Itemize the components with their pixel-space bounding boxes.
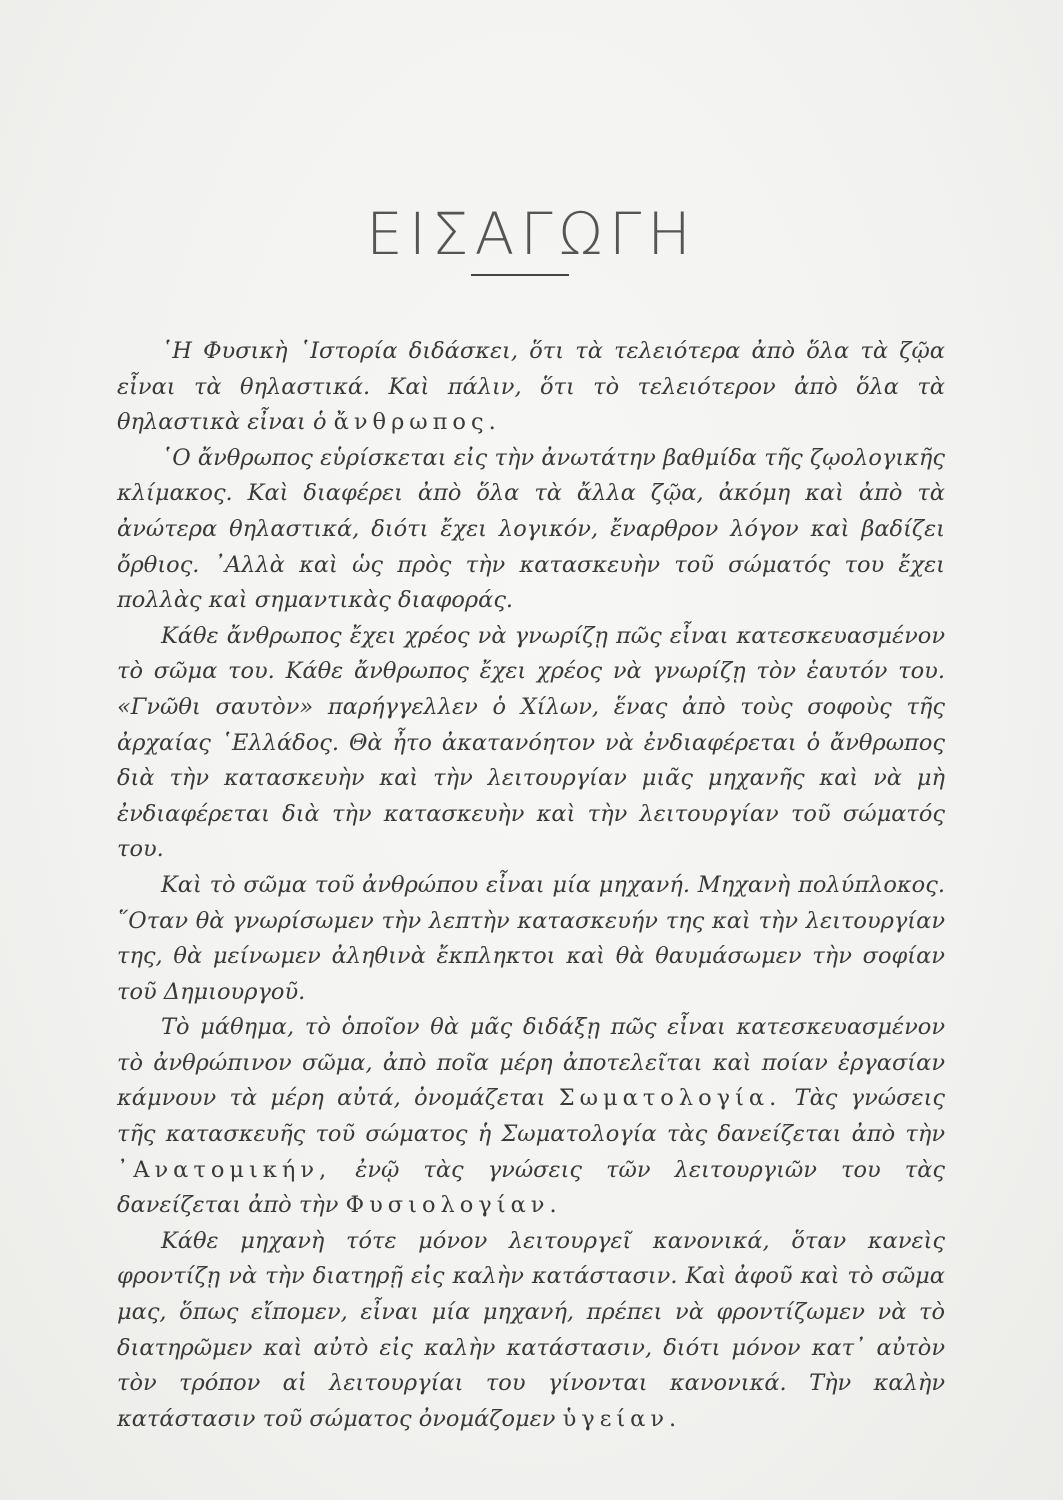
emphasized-term: Σωματολογία. [558,1085,782,1112]
paragraph [117,619,945,868]
emphasized-term: ὑγείαν. [562,1405,682,1432]
text-segment: ῾Η Φυσικὴ ῾Ιστορία διδάσκει, ὅτι τὰ τελειότερα ἀπὸ ὅλα τὰ ζῷα εἶναι τὰ θηλαστικά. Καὶ πάλιν, ὅτι τὸ τελειότερον ἀπὸ ὅλα τὰ θηλαστικὰ εἶναι ὁ [117,338,945,436]
text-segment: Καὶ τὸ σῶμα τοῦ ἀνθρώπου εἶναι μία μηχανή. Μηχανὴ πολύπλοκος. ῞Οταν θὰ γνωρίσωμεν τὴν λεπτὴν κατασκευήν της καὶ τὴν λειτουργίαν της, θὰ μείνωμεν ἀληθινὰ ἔκπληκτοι καὶ θὰ θαυμάσωμεν τὴν σοφίαν τοῦ Δημιουργοῦ. [117,871,945,1005]
body-text [117,334,945,1437]
text-segment: Κάθε μηχανὴ τότε μόνον λειτουργεῖ κανονικά, ὅταν κανεὶς φροντίζῃ νὰ τὴν διατηρῇ εἰς καλὴν κατάστασιν. Καὶ ἀφοῦ καὶ τὸ σῶμα μας, ὅπως εἴπομεν, εἶναι μία μηχανή, πρέπει νὰ φροντίζωμεν νὰ τὸ διατηρῶμεν καὶ αὐτὸ εἰς καλὴν κατάστασιν, διότι μόνον κατ᾿ αὐτὸν τὸν τρόπον αἱ λειτουργίαι του γίνονται κανονικά. Τὴν καλὴν κατάστασιν τοῦ σώματος ὀνομάζομεν [117,1227,945,1432]
paragraph [117,1224,945,1438]
paragraph [117,868,945,1010]
title-underline [471,274,569,276]
paragraph [117,1010,945,1224]
paragraph [117,441,945,619]
text-segment: Κάθε ἄνθρωπος ἔχει χρέος νὰ γνωρίζῃ πῶς εἶναι κατεσκευασμένον τὸ σῶμα του. Κάθε ἄνθρωπος ἔχει χρέος νὰ γνωρίζῃ τὸν ἑαυτόν του. «Γνῶθι σαυτὸν» παρήγγελλεν ὁ Χίλων, ἕνας ἀπὸ τοὺς σοφοὺς τῆς ἀρχαίας ῾Ελλάδος. Θὰ ἦτο ἀκατανόητον νὰ ἐνδιαφέρεται ὁ ἄνθρωπος διὰ τὴν κατασκευὴν καὶ τὴν λειτουργίαν μιᾶς μηχανῆς καὶ νὰ μὴ ἐνδιαφέρεται διὰ τὴν κατασκευὴν καὶ τὴν λειτουργίαν τοῦ σώματός του. [117,622,945,863]
emphasized-term: Φυσιολογίαν. [345,1192,562,1219]
chapter-title: ΕΙΣΑΓΩΓΗ [366,200,697,268]
text-segment: ἐνῷ τὰς γνώσεις τῶν λειτουργιῶν του τὰς δανείζεται ἀπὸ τὴν [117,1156,945,1219]
text-segment: Τὰς γνώσεις τῆς κατασκευῆς τοῦ σώματος ἡ Σωματολογία τὰς δανείζεται ἀπὸ τὴν [117,1085,946,1148]
text-segment: ῾Ο ἄνθρωπος εὑρίσκεται εἰς τὴν ἀνωτάτην βαθμίδα τῆς ζῳολογικῆς κλίμακος. Καὶ διαφέρει ἀπὸ ὅλα τὰ ἄλλα ζῷα, ἀκόμη καὶ ἀπὸ τὰ ἀνώτερα θηλαστικά, διότι ἔχει λογικόν, ἔναρθρον λόγον καὶ βαδίζει ὄρθιος. ᾿Αλλὰ καὶ ὡς πρὸς τὴν κατασκευὴν τοῦ σώματός του ἔχει πολλὰς καὶ σημαντικὰς διαφοράς. [117,444,945,614]
text-segment: Τὸ μάθημα, τὸ ὁποῖον θὰ μᾶς διδάξῃ πῶς εἶναι κατεσκευασμένον τὸ ἀνθρώπινον σῶμα, ἀπὸ ποῖα μέρη ἀποτελεῖται καὶ ποίαν ἐργασίαν κάμνουν τὰ μέρη αὐτά, ὀνομάζεται [117,1014,945,1112]
emphasized-term: ᾿Ανατομικήν, [117,1156,332,1183]
emphasized-term: ἄνθρωπος. [333,409,501,436]
paragraph [117,334,945,441]
